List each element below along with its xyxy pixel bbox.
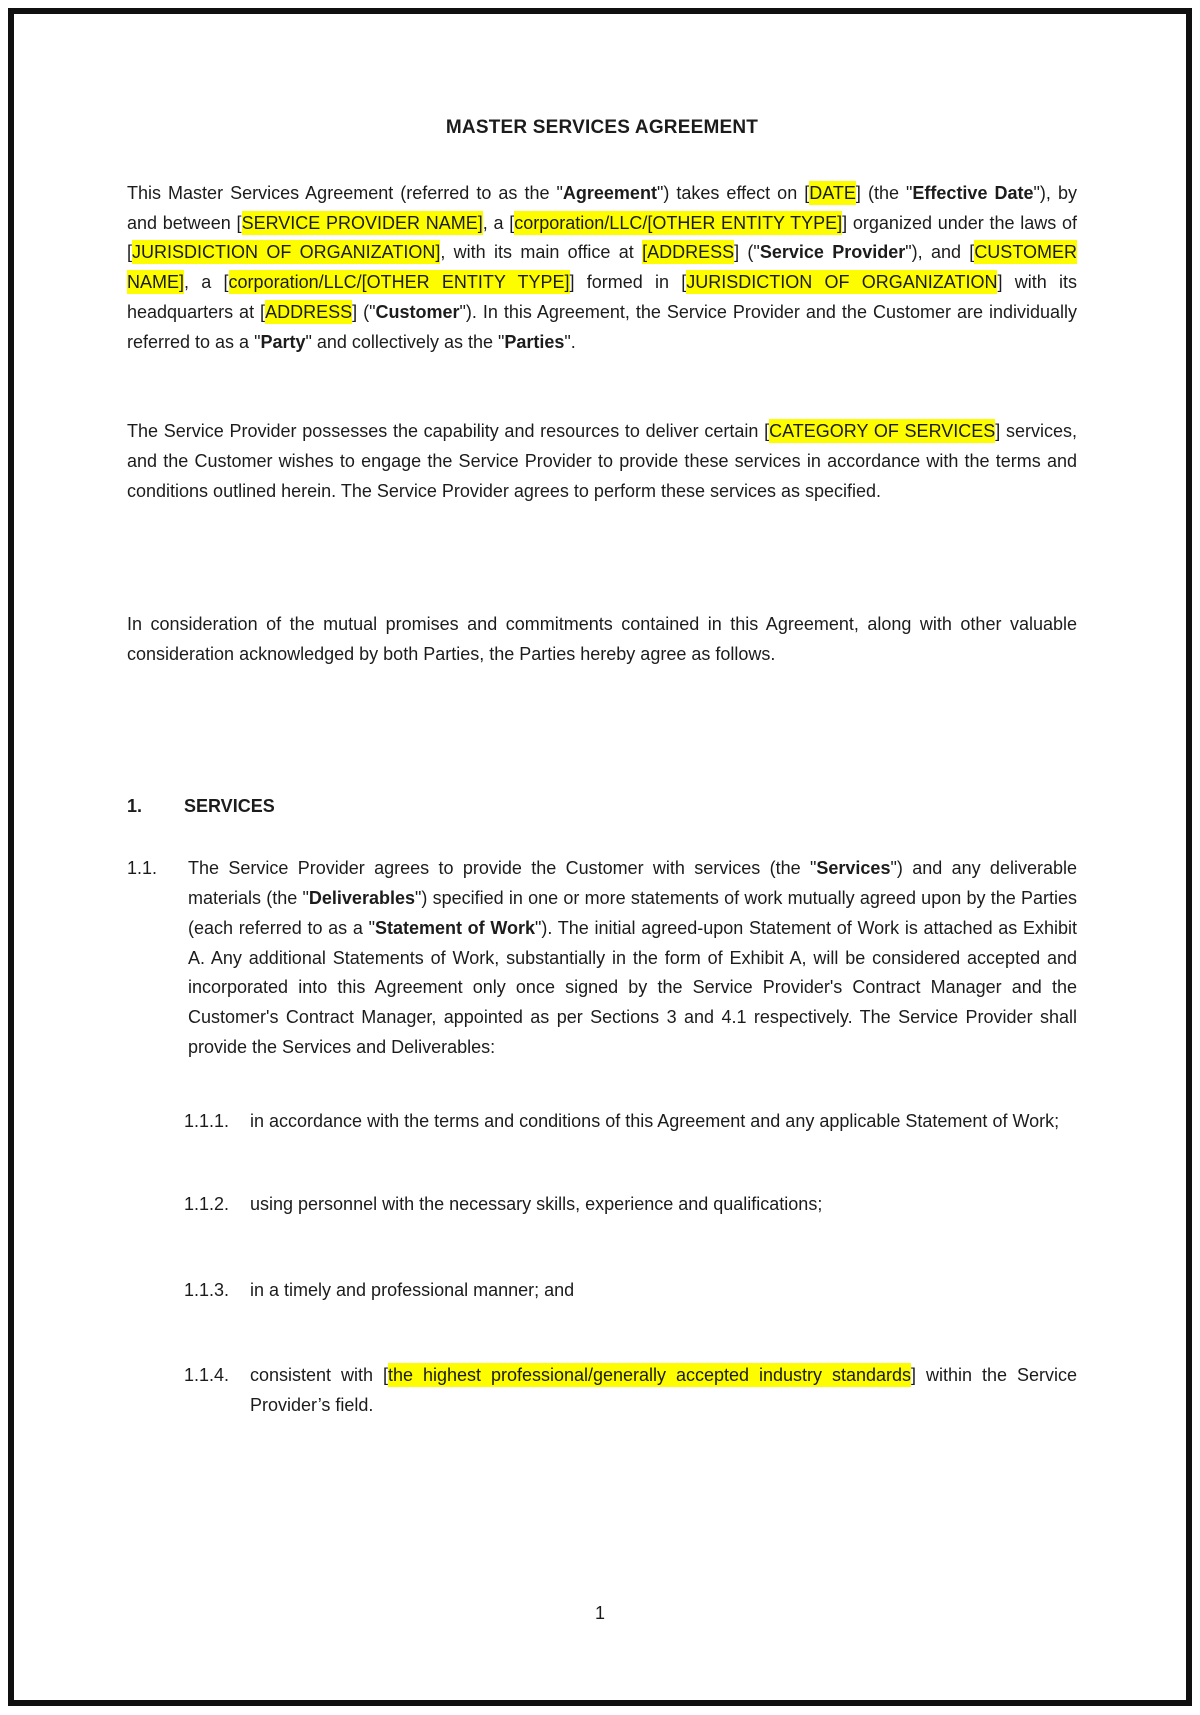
clause-1-1-2-number: 1.1.2. — [184, 1194, 230, 1215]
intro-paragraph: This Master Services Agreement (referred to as the "Agreement") takes effect on [DATE] (the "Effective Date"), by and between [SERVICE PROVIDER NAME], a [corporation/LLC/[OTHER ENTITY TYPE]] organized under the laws of [JURISDICTION OF ORGANIZATION], with its main office at [ADDRESS] ("Service Provider"), and [CUSTOMER NAME], a [corporation/LLC/[OTHER ENTITY TYPE]] formed in [JURISDICTION OF ORGANIZATION] with its headquarters at [ADDRESS] ("Customer"). In this Agreement, the Service Provider and the Customer are individually referred to as a "Party" and collectively as the "Parties". — [127, 183, 1077, 352]
clause-1-1 — [127, 854, 1077, 1062]
section-1-heading — [127, 792, 1077, 822]
services-recital-paragraph: The Service Provider possesses the capability and resources to deliver certain [CATEGORY OF SERVICES] services, and the Customer wishes to engage the Service Provider to provide these services in accordance with the terms and conditions outlined herein. The Service Provider agrees to perform these services as specified. — [127, 421, 1077, 501]
clause-1-1-3 — [127, 1276, 1077, 1306]
clause-1-1-1-number: 1.1.1. — [184, 1111, 230, 1132]
clause-1-1-2 — [127, 1190, 1077, 1220]
clause-1-1-number: 1.1. — [127, 858, 158, 879]
section-1-title: SERVICES — [184, 795, 275, 816]
consideration-paragraph: In consideration of the mutual promises and commitments contained in this Agreement, along with other valuable consideration acknowledged by both Parties, the Parties hereby agree as follows. — [127, 614, 1077, 665]
clause-1-1-1 — [127, 1107, 1077, 1137]
document-title: MASTER SERVICES AGREEMENT — [445, 117, 759, 138]
clause-1-1-4-text: consistent with [the highest professional/generally accepted industry standards] within the Service Provider’s field. — [250, 1365, 1077, 1416]
clause-1-1-1-text: in accordance with the terms and conditions of this Agreement and any applicable Statement of Work; — [250, 1111, 1060, 1132]
section-1-number: 1. — [127, 795, 143, 816]
document-content — [127, 0, 1077, 1421]
clause-1-1-3-text: in a timely and professional manner; and — [250, 1279, 575, 1300]
clause-1-1-3-number: 1.1.3. — [184, 1279, 230, 1300]
clause-1-1-4-number: 1.1.4. — [184, 1365, 230, 1386]
page-number: 1 — [594, 1603, 605, 1623]
clause-1-1-4 — [127, 1361, 1077, 1420]
clause-1-1-text: The Service Provider agrees to provide the Customer with services (the "Services") and any deliverable materials (the "Deliverables") specified in one or more statements of work mutually agreed upon by the Parties (each referred to as a "Statement of Work"). The initial agreed-upon Statement of Work is attached as Exhibit A. Any additional Statements of Work, substantially in the form of Exhibit A, will be considered accepted and incorporated into this Agreement only once signed by the Service Provider's Contract Manager and the Customer's Contract Manager, appointed as per Sections 3 and 4.1 respectively. The Service Provider shall provide the Services and Deliverables: — [188, 858, 1078, 1057]
clause-1-1-2-text: using personnel with the necessary skills, experience and qualifications; — [250, 1194, 823, 1215]
